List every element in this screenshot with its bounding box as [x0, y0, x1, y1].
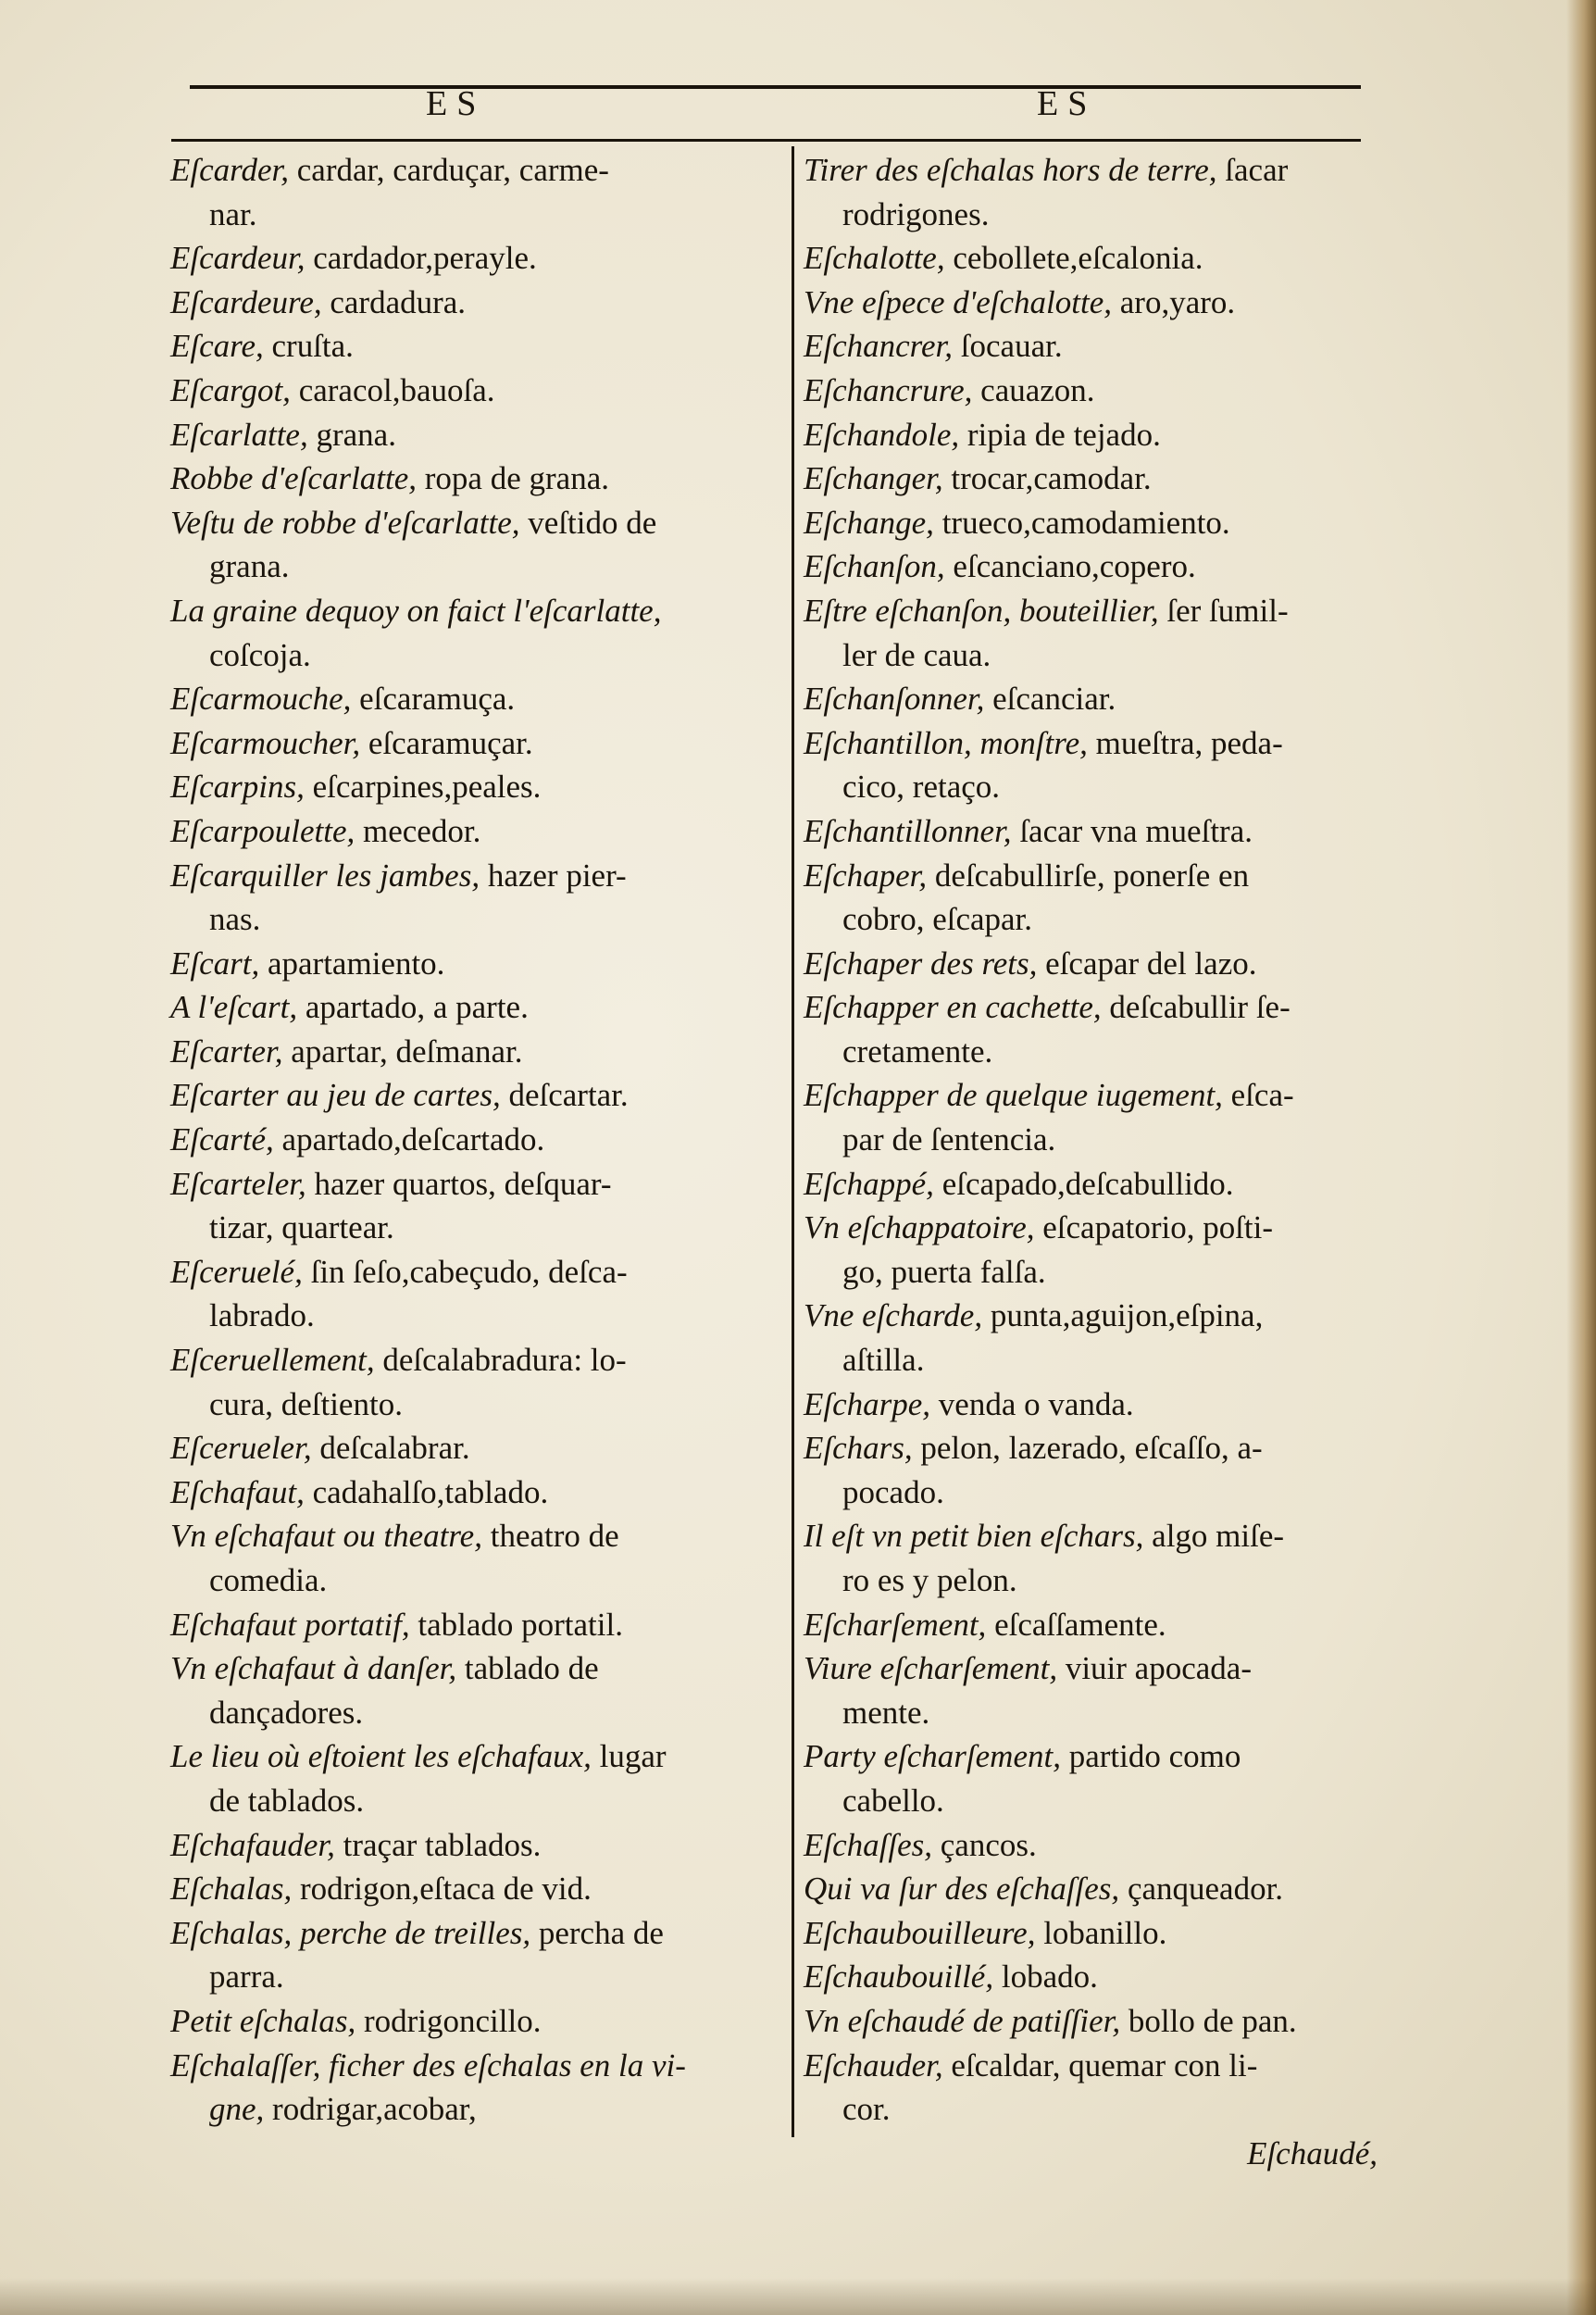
- french-headword: Eſcerueler,: [170, 1430, 312, 1467]
- spanish-translation: rodrigoncillo.: [355, 2002, 542, 2039]
- spanish-translation: pelon, lazerado, eſcaſſo, a-: [912, 1430, 1263, 1467]
- spanish-translation: parra.: [209, 1958, 284, 1996]
- dictionary-entry-line: [170, 2044, 749, 2088]
- spanish-translation: mueſtra, peda-: [1087, 724, 1283, 761]
- french-headword: Eſcardeure,: [170, 283, 322, 320]
- french-headword: Eſcart,: [170, 945, 260, 982]
- dictionary-entry-line: [170, 236, 749, 281]
- dictionary-entry-line: [804, 1999, 1378, 2044]
- french-headword: Petit eſchalas,: [170, 2002, 356, 2039]
- spanish-translation: eſcapar del lazo.: [1037, 945, 1257, 982]
- spanish-translation: pocado.: [842, 1473, 944, 1510]
- french-headword: Eſchange,: [804, 504, 934, 541]
- spanish-translation: eſcanciano,copero.: [944, 548, 1196, 585]
- french-headword: Eſcarter,: [170, 1032, 283, 1070]
- spanish-translation: trocar,camodar.: [942, 460, 1152, 497]
- french-headword: Eſchanger,: [804, 460, 943, 497]
- spanish-translation: çancos.: [932, 1826, 1037, 1863]
- french-headword: Eſcarpins,: [170, 769, 305, 806]
- french-headword: Eſcharpe,: [804, 1385, 931, 1422]
- dictionary-entry-line: [170, 1603, 749, 1647]
- spanish-translation: hazer pier-: [480, 857, 627, 894]
- page-edge-shadow: [1566, 0, 1596, 2315]
- spanish-translation: eſcaſſamente.: [986, 1606, 1166, 1643]
- dictionary-entry-line: [804, 1073, 1378, 1118]
- spanish-translation: cardador,perayle.: [305, 240, 537, 277]
- dictionary-entry-line: [804, 1646, 1378, 1691]
- running-head-left: ES: [426, 84, 486, 123]
- french-headword: Eſcarter au jeu de cartes,: [170, 1077, 501, 1114]
- french-headword: Eſchalas, perche de treilles,: [170, 1914, 531, 1951]
- spanish-translation: tablado de: [456, 1650, 599, 1687]
- spanish-translation: cura, deſtiento.: [209, 1385, 403, 1422]
- dictionary-entry-line: [804, 501, 1378, 545]
- spanish-translation: eſcanciar.: [984, 681, 1116, 718]
- page-bottom-shadow: [0, 2278, 1596, 2315]
- entry-continuation-line: [170, 1383, 749, 1427]
- spanish-translation: cauazon.: [972, 371, 1095, 408]
- french-headword: Tirer des eſchalas hors de terre,: [804, 152, 1217, 188]
- french-headword: Veſtu de robbe d'eſcarlatte,: [170, 504, 520, 541]
- spanish-translation: lobanillo.: [1035, 1914, 1167, 1951]
- french-headword: Eſchantillonner,: [804, 812, 1012, 849]
- spanish-translation: apartamiento.: [259, 945, 445, 982]
- spanish-translation: go, puerta falſa.: [842, 1253, 1046, 1290]
- spanish-translation: cor.: [842, 2091, 891, 2128]
- entry-continuation-line: [170, 633, 749, 678]
- entry-continuation-line: [804, 1558, 1378, 1603]
- french-headword: Eſchancrer,: [804, 328, 954, 365]
- french-headword: Eſceruelé,: [170, 1253, 303, 1290]
- french-headword: Eſcarmouche,: [170, 681, 352, 718]
- french-headword: Qui va ſur des eſchaſſes,: [804, 1871, 1120, 1908]
- french-headword: Le lieu où eſtoient les eſchafaux,: [170, 1738, 592, 1775]
- dictionary-entry-line: [170, 1646, 749, 1691]
- french-headword: Eſchars,: [804, 1430, 913, 1467]
- dictionary-entry-line: [804, 413, 1378, 457]
- dictionary-entry-line: [804, 1603, 1378, 1647]
- column-divider: [792, 146, 794, 2137]
- dictionary-entry-line: [804, 1955, 1378, 1999]
- spanish-translation: rodrigones.: [842, 195, 990, 232]
- french-headword: Eſchantillon, monſtre,: [804, 724, 1088, 761]
- dictionary-entry-line: [804, 1383, 1378, 1427]
- french-headword: Eſcarteler,: [170, 1165, 306, 1202]
- french-headword: Eſchaudé,: [1247, 2134, 1378, 2171]
- dictionary-entry-line: [804, 854, 1378, 898]
- entry-continuation-line: [804, 1779, 1378, 1823]
- spanish-translation: ſocauar.: [953, 328, 1063, 365]
- french-headword: Eſchafaut portatif,: [170, 1606, 410, 1643]
- french-headword: Eſchanſon,: [804, 548, 945, 585]
- entry-continuation-line: [170, 1691, 749, 1735]
- entry-continuation-line: [804, 897, 1378, 942]
- dictionary-entry-line: [804, 942, 1378, 986]
- dictionary-entry-line: [804, 1426, 1378, 1470]
- dictionary-entry-line: [804, 589, 1378, 633]
- entry-continuation-line: [804, 1030, 1378, 1074]
- french-headword: Viure eſcharſement,: [804, 1650, 1058, 1687]
- dictionary-entry-line: [170, 589, 749, 633]
- spanish-translation: comedia.: [209, 1562, 328, 1598]
- entry-continuation-line: [170, 1558, 749, 1603]
- dictionary-entry-line: [804, 281, 1378, 325]
- dictionary-entry-line: [170, 1734, 749, 1779]
- french-headword: Eſceruellement,: [170, 1342, 375, 1379]
- french-headword: La graine dequoy on faict l'eſcarlatte,: [170, 592, 662, 629]
- french-headword: Eſcargot,: [170, 371, 291, 408]
- french-headword: Eſchafauder,: [170, 1826, 335, 1863]
- french-headword: Il eſt vn petit bien eſchars,: [804, 1518, 1144, 1555]
- spanish-translation: mecedor.: [355, 812, 481, 849]
- entry-continuation-line: [804, 2087, 1378, 2132]
- spanish-translation: partido como: [1060, 1738, 1241, 1775]
- spanish-translation: deſcalabrar.: [311, 1430, 470, 1467]
- spanish-translation: hazer quartos, deſquar-: [305, 1165, 612, 1202]
- french-headword: Eſcarquiller les jambes,: [170, 857, 480, 894]
- spanish-translation: cardar, carduçar, carme-: [289, 152, 609, 188]
- spanish-translation: percha de: [530, 1914, 664, 1951]
- spanish-translation: caracol,bauoſa.: [290, 371, 495, 408]
- spanish-translation: mente.: [842, 1694, 930, 1731]
- french-headword: Vn eſchafaut ou theatre,: [170, 1518, 482, 1555]
- french-headword: Eſchaper,: [804, 857, 928, 894]
- dictionary-entry-line: [804, 1294, 1378, 1338]
- dictionary-entry-line: [170, 148, 749, 193]
- french-headword: Eſchappé,: [804, 1165, 934, 1202]
- header-rule: [171, 139, 1361, 142]
- spanish-translation: ropa de grana.: [417, 460, 609, 497]
- french-headword: Eſchaper des rets,: [804, 945, 1038, 982]
- spanish-translation: ro es y pelon.: [842, 1562, 1017, 1598]
- entry-continuation-line: [804, 1250, 1378, 1295]
- spanish-translation: labrado.: [209, 1297, 315, 1334]
- french-headword: Vne eſpece d'eſchalotte,: [804, 283, 1113, 320]
- spanish-translation: veſtido de: [519, 504, 657, 541]
- spanish-translation: apartado, a parte.: [297, 989, 529, 1026]
- french-headword: Eſcardeur,: [170, 240, 305, 277]
- spanish-translation: eſcapado,deſcabullido.: [933, 1165, 1234, 1202]
- dictionary-entry-line: [804, 148, 1378, 193]
- dictionary-entry-line: [170, 1470, 749, 1515]
- french-headword: Eſchaubouilleure,: [804, 1914, 1036, 1951]
- spanish-translation: aſtilla.: [842, 1342, 925, 1379]
- french-headword: Vn eſchafaut à danſer,: [170, 1650, 457, 1687]
- spanish-translation: trueco,camodamiento.: [933, 504, 1230, 541]
- spanish-translation: ler de caua.: [842, 636, 991, 673]
- french-headword: Eſcarpoulette,: [170, 812, 355, 849]
- french-headword: Eſcarlatte,: [170, 416, 308, 453]
- dictionary-entry-line: [170, 677, 749, 721]
- french-headword: Eſchalotte,: [804, 240, 945, 277]
- dictionary-entry-line: [804, 677, 1378, 721]
- spanish-translation: tizar, quartear.: [209, 1209, 394, 1246]
- spanish-translation: ripia de tejado.: [959, 416, 1161, 453]
- dictionary-entry-line: [170, 854, 749, 898]
- dictionary-entry-line: [804, 324, 1378, 369]
- dictionary-entry-line: [170, 721, 749, 766]
- dictionary-entry-line: [170, 1426, 749, 1470]
- dictionary-entry-line: [804, 1867, 1378, 1911]
- french-headword: Party eſcharſement,: [804, 1738, 1061, 1775]
- french-headword: Eſchalas,: [170, 1871, 293, 1908]
- entry-continuation-line: [804, 1338, 1378, 1383]
- spanish-translation: cardadura.: [321, 283, 467, 320]
- spanish-translation: venda o vanda.: [930, 1385, 1134, 1422]
- spanish-translation: de tablados.: [209, 1782, 365, 1819]
- french-headword: Eſchaſſes,: [804, 1826, 932, 1863]
- dictionary-entry-line: [804, 369, 1378, 413]
- spanish-translation: cebollete,eſcalonia.: [944, 240, 1203, 277]
- french-headword: Eſchafaut,: [170, 1473, 305, 1510]
- french-headword: Robbe d'eſcarlatte,: [170, 460, 418, 497]
- entry-continuation-line: [170, 1955, 749, 1999]
- dictionary-entry-line: [804, 457, 1378, 501]
- spanish-translation: cobro, eſcapar.: [842, 901, 1033, 938]
- dictionary-entry-line: [804, 1911, 1378, 1956]
- spanish-translation: cadahalſo,tablado.: [304, 1473, 549, 1510]
- spanish-translation: aro,yaro.: [1112, 283, 1236, 320]
- spanish-translation: deſcalabradura: lo-: [374, 1342, 627, 1379]
- french-headword: Eſchalaſſer, ficher des eſchalas en la vi-: [170, 2046, 686, 2084]
- left-column: [170, 148, 749, 2132]
- spanish-translation: grana.: [209, 548, 290, 585]
- entry-continuation-line: [170, 2087, 749, 2132]
- dictionary-entry-line: [804, 544, 1378, 589]
- french-headword: Eſchapper en cachette,: [804, 989, 1102, 1026]
- spanish-translation: nar.: [209, 195, 257, 232]
- dictionary-entry-line: [170, 413, 749, 457]
- french-headword: Eſtre eſchanſon, bouteillier,: [804, 592, 1159, 629]
- entry-continuation-line: [170, 1294, 749, 1338]
- french-headword: Vne eſcharde,: [804, 1297, 983, 1334]
- spanish-translation: deſcabullirſe, ponerſe en: [927, 857, 1250, 894]
- french-headword: Eſchaubouillé,: [804, 1958, 994, 1996]
- dictionary-entry-line: [170, 324, 749, 369]
- dictionary-entry-line: [170, 369, 749, 413]
- dictionary-entry-line: [804, 1734, 1378, 1779]
- dictionary-entry-line: [170, 1030, 749, 1074]
- dictionary-entry-line: [170, 457, 749, 501]
- dictionary-entry-line: [170, 809, 749, 854]
- spanish-translation: punta,aguijon,eſpina,: [982, 1297, 1264, 1334]
- spanish-translation: lugar: [591, 1738, 667, 1775]
- french-headword: Vn eſchaudé de patiſſier,: [804, 2002, 1121, 2039]
- entry-continuation-line: [804, 633, 1378, 678]
- dictionary-entry-line: [170, 1118, 749, 1162]
- french-headword: gne,: [209, 2091, 265, 2128]
- french-headword: Eſcarmoucher,: [170, 724, 361, 761]
- dictionary-entry-line: [170, 1999, 749, 2044]
- french-headword: Eſcarder,: [170, 152, 289, 188]
- french-headword: Eſcarté,: [170, 1121, 274, 1158]
- spanish-translation: çanqueador.: [1119, 1871, 1284, 1908]
- catchword: [804, 2132, 1378, 2176]
- dictionary-entry-line: [804, 809, 1378, 854]
- dictionary-entry-line: [804, 985, 1378, 1030]
- spanish-translation: cabello.: [842, 1782, 944, 1819]
- spanish-translation: ſacar vna mueſtra.: [1011, 812, 1253, 849]
- dictionary-entry-line: [804, 1514, 1378, 1558]
- spanish-translation: nas.: [209, 901, 261, 938]
- spanish-translation: ſin ſeſo,cabeçudo, deſca-: [302, 1253, 628, 1290]
- french-headword: Eſchapper de quelque iugement,: [804, 1077, 1223, 1114]
- spanish-translation: ſacar: [1216, 152, 1289, 188]
- entry-continuation-line: [170, 544, 749, 589]
- entry-continuation-line: [804, 1691, 1378, 1735]
- spanish-translation: ſer ſumil-: [1158, 592, 1289, 629]
- spanish-translation: lobado.: [993, 1958, 1098, 1996]
- dictionary-entry-line: [804, 721, 1378, 766]
- entry-continuation-line: [170, 1779, 749, 1823]
- dictionary-entry-line: [804, 1823, 1378, 1868]
- french-headword: Eſcharſement,: [804, 1606, 987, 1643]
- spanish-translation: dançadores.: [209, 1694, 364, 1731]
- entry-continuation-line: [804, 1118, 1378, 1162]
- dictionary-entry-line: [170, 1162, 749, 1207]
- spanish-translation: rodrigar,acobar,: [264, 2091, 477, 2128]
- spanish-translation: cretamente.: [842, 1032, 993, 1070]
- spanish-translation: algo miſe-: [1143, 1518, 1285, 1555]
- dictionary-entry-line: [170, 1514, 749, 1558]
- dictionary-entry-line: [170, 942, 749, 986]
- entry-continuation-line: [804, 765, 1378, 809]
- spanish-translation: deſcabullir ſe-: [1101, 989, 1291, 1026]
- spanish-translation: eſcaramuçar.: [360, 724, 533, 761]
- spanish-translation: tablado portatil.: [409, 1606, 623, 1643]
- spanish-translation: apartado,deſcartado.: [273, 1121, 545, 1158]
- spanish-translation: rodrigon,eſtaca de vid.: [292, 1871, 592, 1908]
- french-headword: Eſchancrure,: [804, 371, 973, 408]
- dictionary-entry-line: [170, 1911, 749, 1956]
- spanish-translation: deſcartar.: [500, 1077, 629, 1114]
- dictionary-entry-line: [804, 1206, 1378, 1250]
- spanish-translation: theatro de: [481, 1518, 619, 1555]
- spanish-translation: eſca-: [1222, 1077, 1294, 1114]
- spanish-translation: traçar tablados.: [334, 1826, 542, 1863]
- dictionary-entry-line: [170, 1338, 749, 1383]
- spanish-translation: par de ſentencia.: [842, 1121, 1056, 1158]
- spanish-translation: viuir apocada-: [1057, 1650, 1252, 1687]
- dictionary-entry-line: [170, 765, 749, 809]
- entry-continuation-line: [170, 1206, 749, 1250]
- dictionary-entry-line: [804, 2044, 1378, 2088]
- spanish-translation: grana.: [307, 416, 396, 453]
- spanish-translation: cico, retaço.: [842, 769, 1001, 806]
- top-rule: [190, 85, 1361, 89]
- dictionary-entry-line: [170, 1823, 749, 1868]
- entry-continuation-line: [804, 1470, 1378, 1515]
- spanish-translation: eſcaramuça.: [351, 681, 516, 718]
- french-headword: Vn eſchappatoire,: [804, 1209, 1035, 1246]
- dictionary-entry-line: [170, 985, 749, 1030]
- spanish-translation: cruſta.: [263, 328, 354, 365]
- spanish-translation: eſcapatorio, poſti-: [1034, 1209, 1274, 1246]
- running-head-right: ES: [1037, 84, 1097, 123]
- spanish-translation: eſcaldar, quemar con li-: [942, 2046, 1258, 2084]
- spanish-translation: apartar, deſmanar.: [282, 1032, 523, 1070]
- dictionary-entry-line: [170, 1073, 749, 1118]
- dictionary-entry-line: [170, 281, 749, 325]
- french-headword: Eſcare,: [170, 328, 264, 365]
- spanish-translation: eſcarpines,peales.: [304, 769, 542, 806]
- french-headword: A l'eſcart,: [170, 989, 298, 1026]
- entry-continuation-line: [170, 193, 749, 237]
- dictionary-entry-line: [804, 236, 1378, 281]
- dictionary-entry-line: [804, 1162, 1378, 1207]
- spanish-translation: coſcoja.: [209, 636, 311, 673]
- entry-continuation-line: [804, 193, 1378, 237]
- entry-continuation-line: [170, 897, 749, 942]
- spanish-translation: bollo de pan.: [1120, 2002, 1297, 2039]
- dictionary-entry-line: [170, 501, 749, 545]
- right-column: [804, 148, 1378, 2175]
- dictionary-entry-line: [170, 1867, 749, 1911]
- french-headword: Eſchandole,: [804, 416, 960, 453]
- french-headword: Eſchauder,: [804, 2046, 943, 2084]
- dictionary-entry-line: [170, 1250, 749, 1295]
- french-headword: Eſchanſonner,: [804, 681, 985, 718]
